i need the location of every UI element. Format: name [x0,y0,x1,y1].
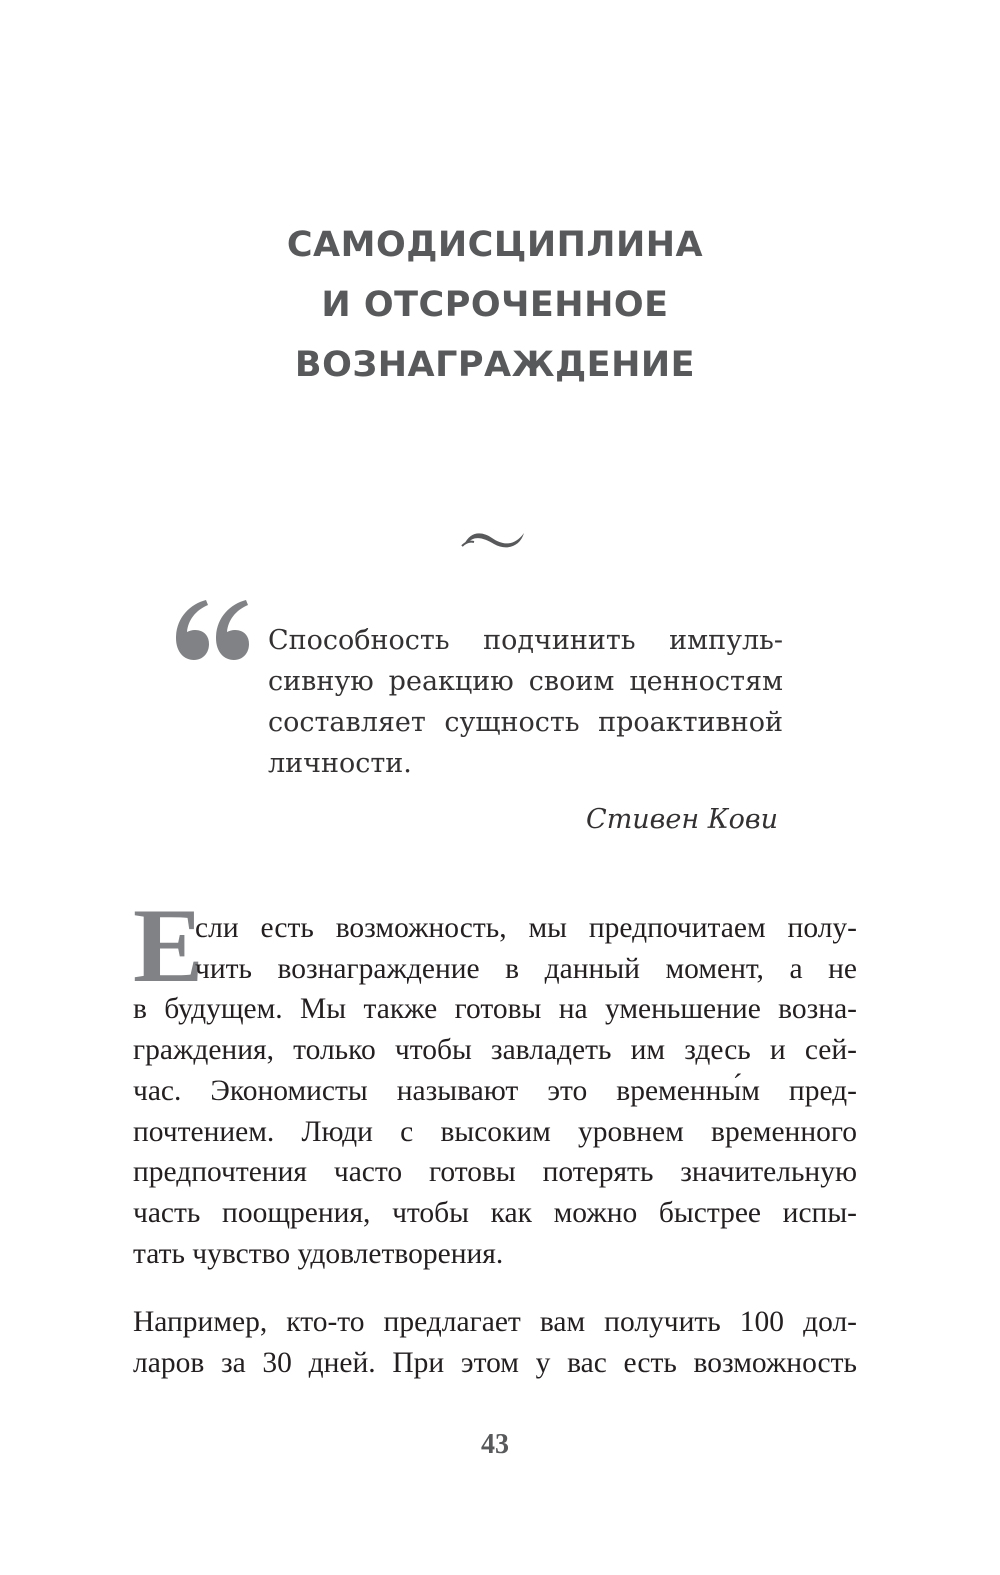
swash-ornament-icon [460,525,528,553]
epigraph-quote [268,620,783,784]
chapter-title-line-2: И ОТСРОЧЕННОЕ [321,285,669,326]
paragraph-1-line-6: почтением. Люди с высоким уровнем временного [133,1115,857,1148]
chapter-title-line-3: ВОЗНАГРАЖДЕНИЕ [294,345,696,386]
paragraph-2-line-1: Например, кто-то предлагает вам получить 100 дол- [133,1306,857,1338]
epigraph-line-3: составляет сущность проактивной [268,707,783,738]
paragraph-1-line-7: предпочтения часто готовы потерять значительную [133,1156,857,1189]
open-quote-icon [172,592,250,664]
chapter-title-line-1: САМОДИСЦИПЛИНА [286,225,704,266]
paragraph-1-line-9: тать чувство удовлетворения. [133,1237,504,1270]
paragraph-1-line-4: граждения, только чтобы завладеть им здесь и сей- [133,1034,857,1067]
epigraph-line-4: личности. [268,748,412,779]
paragraph-2-line-2: ларов за 30 дней. При этом у вас есть возможность [133,1346,857,1379]
epigraph-author: Стивен Кови [586,804,778,835]
paragraph-1-line-8: часть поощрения, чтобы как можно быстрее испы- [133,1196,857,1229]
paragraph-1-line-1: сли есть возможность, мы предпочитаем полу- [195,912,857,944]
paragraph-1-line-5: час. Экономисты называют это временны́м пред- [133,1074,857,1107]
paragraph-1-line-3: в будущем. Мы также готовы на уменьшение возна- [133,993,857,1026]
epigraph-line-2: сивную реакцию своим ценностям [268,666,783,697]
epigraph-line-1: Способность подчинить импуль- [268,625,783,656]
body-paragraph-2 [133,1302,857,1383]
drop-cap: Е [133,887,204,1004]
paragraph-1-line-2: чить вознаграждение в данный момент, а не [195,952,857,985]
body-paragraph-1 [133,908,857,1274]
page-number: 43 [481,1429,509,1460]
chapter-title [150,215,840,395]
